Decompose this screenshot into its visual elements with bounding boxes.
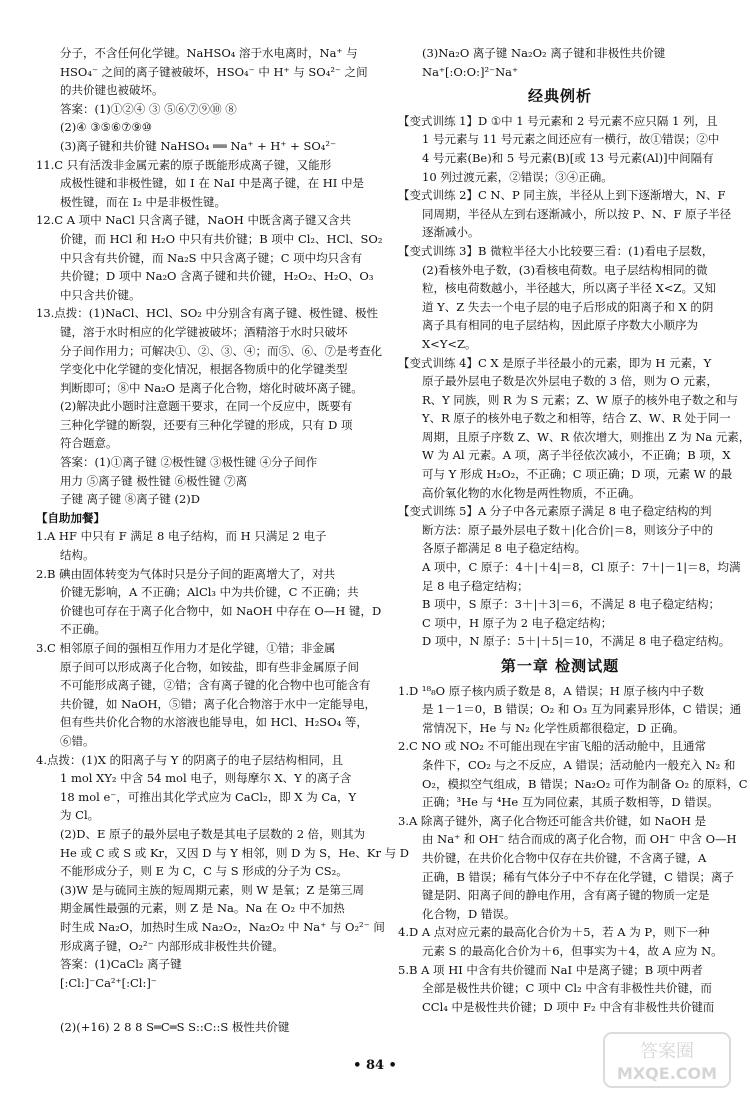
- text-line: 2.B 碘由固体转变为气体时只是分子间的距离增大了，对共: [36, 566, 336, 581]
- right-column: [398, 44, 750, 1016]
- text-line: 不可能形成离子键，②错；含有离子键的化合物中也可能含有: [60, 678, 371, 693]
- text-line: 答案：(1)①离子键 ②极性键 ③极性键 ④分子间作: [60, 455, 318, 470]
- text-line: Y、R 原子的核外电子数之和相等，结合 Z、W、R 处于同一: [422, 411, 731, 426]
- text-line: 判断即可；⑧中 Na₂O 是离子化合物，熔化时破坏离子键。: [60, 380, 363, 395]
- text-line: (2)D、E 原子的最外层电子数是其电子层数的 2 倍，则其为: [60, 826, 366, 841]
- text-line: 1 号元素与 11 号元素之间还应有一横行，故①错误；②中: [422, 132, 720, 147]
- text-line: 5.B A 项 HI 中含有共价键而 NaI 中是离子键；B 项中两者: [398, 962, 703, 977]
- text-line: 3.A 除离子键外，离子化合物还可能含共价键，如 NaOH 是: [398, 813, 707, 828]
- text-line: 【变式训练 1】D ①中 1 号元素和 2 号元素不应只隔 1 列，且: [398, 113, 718, 128]
- text-line: 足 8 电子稳定结构；: [422, 578, 529, 593]
- text-line: 形成离子键，O₂²⁻ 内部形成非极性共价键。: [60, 938, 284, 953]
- text-line: C 项中，H 原子为 2 电子稳定结构；: [422, 615, 613, 630]
- text-line: D 项中，N 原子：5＋|＋5|＝10，不满足 8 电子稳定结构。: [422, 634, 731, 649]
- text-line: Na⁺[:O:O:]²⁻Na⁺: [422, 64, 519, 79]
- text-line: 原子间可以形成离子化合物，如铵盐，即有些非金属原子间: [60, 659, 359, 674]
- text-line: 中只含有共价键，而 Na₂S 中只含离子键；C 项中均只含有: [60, 250, 363, 265]
- text-line: He 或 C 或 S 或 Kr，又因 D 与 Y 相邻，则 D 为 S，He、Kr 与 D: [60, 845, 409, 860]
- text-line: 道 Y、Z 失去一个电子层的电子后形成的阳离子和 X 的阴: [422, 299, 714, 314]
- text-line: [:Cl:]⁻Ca²⁺[:Cl:]⁻: [60, 975, 157, 990]
- text-line: 的共价键也被破坏。: [60, 83, 164, 98]
- text-line: 12.C A 项中 NaCl 只含离子键，NaOH 中既含离子键又含共: [36, 213, 351, 228]
- text-line: 条件下，CO₂ 与之不反应，A 错误；活动舱内一般充入 N₂ 和: [422, 757, 736, 772]
- section-heading: 【自助加餐】: [36, 510, 105, 525]
- text-line: 4 号元素(Be)和 5 号元素(B)[或 13 号元素(Al)]中间隔有: [422, 150, 714, 165]
- text-line: 可与 Y 形成 H₂O₂，不正确；C 项正确；D 项，元素 W 的最: [422, 467, 733, 482]
- text-line: 极性键，而在 I₂ 中是非极性键。: [60, 194, 226, 209]
- right-mid-block: [398, 112, 750, 651]
- text-line: R、Y 同族，则 R 为 S 元素；Z、W 原子的核外电子数之和与: [422, 392, 739, 407]
- text-line: [36, 992, 372, 1018]
- text-line: 时生成 Na₂O，加热时生成 Na₂O₂，Na₂O₂ 中 Na⁺ 与 O₂²⁻ 间: [60, 919, 385, 934]
- text-line: 答案：(1)①②④ ③ ⑤⑥⑦⑨⑩ ⑧: [60, 101, 237, 116]
- text-line: 断方法：原子最外层电子数＋|化合价|＝8，则该分子中的: [422, 522, 714, 537]
- text-line: 分子间作用力；可解决①、②、③、④；而⑤、⑥、⑦是考查化: [60, 343, 382, 358]
- text-line: (3)W 是与硫同主族的短周期元素，则 W 是氧；Z 是第三周: [60, 882, 365, 897]
- text-line: 1 mol XY₂ 中含 54 mol 电子，则每摩尔 X、Y 的离子含: [60, 771, 352, 786]
- text-line: 是 1－1＝0，B 错误；O₂ 和 O₃ 互为同素异形体，C 错误；通: [422, 702, 742, 717]
- text-line: 价键，而 HCl 和 H₂O 中只有共价键；B 项中 Cl₂、HCl、SO₂: [60, 231, 383, 246]
- section-title-classic-examples: 经典例析: [527, 87, 592, 106]
- text-line: 共价键；D 项中 Na₂O 含离子键和共价键，H₂O₂、H₂O、O₃: [60, 269, 374, 284]
- text-line: 价键无影响，A 不正确；AlCl₃ 中为共价键，C 不正确；共: [60, 585, 359, 600]
- text-line: 【变式训练 5】A 分子中各元素原子满足 8 电子稳定结构的判: [398, 504, 712, 519]
- text-line: CCl₄ 中是极性共价键；D 项中 F₂ 中含有非极性共价键而: [422, 999, 715, 1014]
- text-line: 三种化学键的断裂，还要有三种化学键的形成，只有 D 项: [60, 417, 353, 432]
- text-line: 2.C NO 或 NO₂ 不可能出现在宇宙飞船的活动舱中，且通常: [398, 739, 706, 754]
- text-line: 离子具有相同的电子层结构，因此原子序数大小顺序为: [422, 318, 698, 333]
- text-line: 成极性键和非极性键，如 I 在 NaI 中是离子键，在 HI 中是: [60, 176, 365, 191]
- text-line: 18 mol e⁻，可推出其化学式应为 CaCl₂，即 X 为 Ca，Y: [60, 789, 357, 804]
- text-line: 子键 离子键 ⑧离子键 (2)D: [60, 492, 200, 507]
- text-line: 【变式训练 4】C X 是原子半径最小的元素，即为 H 元素，Y: [398, 355, 712, 370]
- text-line: B 项中，S 原子：3＋|＋3|＝6，不满足 8 电子稳定结构；: [422, 597, 720, 612]
- text-line: 【变式训练 2】C N、P 同主族，半径从上到下逐渐增大，N、F: [398, 188, 726, 203]
- section-title-chapter-test: 第一章 检测试题: [500, 657, 620, 675]
- text-line: W 为 Al 元素。A 项，离子半径依次减小，不正确；B 项，X: [422, 448, 731, 463]
- text-line: 11.C 只有活泼非金属元素的原子既能形成离子键，又能形: [36, 157, 332, 172]
- text-line: 价键也可存在于离子化合物中，如 NaOH 中存在 O—H 键，D: [60, 603, 382, 618]
- watermark-logo: [602, 1031, 732, 1089]
- text-line: 符合题意。: [60, 436, 118, 451]
- text-line: X<Y<Z。: [422, 336, 477, 351]
- text-line: 元素 S 的最高化合价为＋6，但事实为＋4，故 A 应为 N。: [422, 943, 723, 958]
- text-line: A 项中，C 原子：4＋|＋4|＝8，Cl 原子：7＋|－1|＝8，均满: [422, 560, 741, 575]
- text-line: 高价氧化物的水化物是两性物质，不正确。: [422, 485, 641, 500]
- text-line: 1.A HF 中只有 F 满足 8 电子结构，而 H 只满足 2 电子: [36, 529, 327, 544]
- text-line: (2)④ ③⑤⑥⑦⑨⑩: [60, 120, 153, 135]
- text-line: 1.D ¹⁸₈O 原子核内质子数是 8，A 错误；H 原子核内中子数: [398, 683, 704, 698]
- right-bottom-block: [398, 682, 748, 1017]
- text-line: 化合物，D 错误。: [422, 906, 516, 921]
- text-line: 但有些共价化合物的水溶液也能导电，如 HCl、H₂SO₄ 等，: [60, 715, 368, 730]
- text-line: 期金属性最强的元素，则 Z 是 Na。Na 在 O₂ 中不加热: [60, 901, 345, 916]
- text-line: 逐渐减小。: [422, 225, 480, 240]
- text-line: ⑥错。: [60, 733, 95, 748]
- text-line: 结构。: [60, 548, 95, 563]
- text-line: 同周期，半径从左到右逐渐减小，所以按 P、N、F 原子半径: [422, 206, 732, 221]
- text-line: 13.点拨：(1)NaCl、HCl、SO₂ 中分别含有离子键、极性键、极性: [36, 306, 379, 321]
- text-line: O₂，模拟空气组成，B 错误；Na₂O₂ 可作为制备 O₂ 的原料，C: [422, 776, 748, 791]
- text-line: 答案：(1)CaCl₂ 离子键: [60, 957, 182, 972]
- text-line: (3)Na₂O 离子键 Na₂O₂ 离子键和非极性共价键: [422, 46, 666, 60]
- text-line: (2)(+16) 2 8 8 S═C═S S::C::S 极性共价键: [60, 1020, 290, 1035]
- watermark-text-1: 答案圈: [640, 1041, 694, 1062]
- text-line: 共价键，如 NaOH，⑤错；离子化合物溶于水中一定能导电，: [60, 696, 377, 711]
- text-line: 键是阴、阳离子间的静电作用，含有离子键的物质一定是: [422, 888, 710, 903]
- text-line: 不能形成分子，则 E 为 C，C 与 S 形成的分子为 CS₂。: [60, 864, 348, 879]
- text-line: 4.D A 点对应元素的最高化合价为＋5，若 A 为 P，则下一种: [398, 925, 710, 940]
- text-line: 由 Na⁺ 和 OH⁻ 结合而成的离子化合物，而 OH⁻ 中含 O—H: [422, 832, 737, 847]
- text-line: 学变化中化学键的变化情况，根据各物质中的化学键类型: [60, 362, 348, 377]
- text-line: 不正确。: [60, 622, 106, 637]
- text-line: 为 Cl。: [60, 808, 100, 823]
- right-top-block: [398, 44, 722, 81]
- text-line: 分子，不含任何化学键。NaHSO₄ 溶于水电离时，Na⁺ 与: [60, 46, 358, 60]
- watermark-text-2: MXQE.COM: [616, 1064, 718, 1083]
- text-line: HSO₄⁻ 之间的离子键被破坏，HSO₄⁻ 中 H⁺ 与 SO₄²⁻ 之间: [60, 64, 368, 79]
- text-line: (3)离子键和共价键 NaHSO₄ ══ Na⁺ + H⁺ + SO₄²⁻: [60, 138, 337, 153]
- text-line: (2)看核外电子数，(3)看核电荷数。电子层结构相同的微: [422, 262, 708, 277]
- text-line: 各原子都满足 8 电子稳定结构。: [422, 541, 587, 556]
- text-line: 键，溶于水时相应的化学键被破坏；酒精溶于水时只破坏: [60, 324, 348, 339]
- text-line: 共价键，在共价化合物中仅存在共价键，不含离子键，A: [422, 850, 707, 865]
- text-line: 正确；³He 与 ⁴He 互为同位素，其质子数相等，D 错误。: [422, 795, 719, 810]
- page-number: • 84 •: [353, 1058, 397, 1073]
- text-line: 10 列过渡元素，②错误；③④正确。: [422, 169, 613, 184]
- text-line: 全部是极性共价键；C 项中 Cl₂ 中含有非极性共价键，而: [422, 981, 712, 996]
- text-line: 3.C 相邻原子间的强相互作用力才是化学键，①错；非金属: [36, 641, 336, 655]
- text-line: 中只含共价键。: [60, 287, 141, 302]
- text-line: (2)解决此小题时注意题干要求，在同一个反应中，既要有: [60, 399, 353, 414]
- text-line: 正确，B 错误；稀有气体分子中不存在化学键，C 错误；离子: [422, 869, 735, 884]
- text-line: 【变式训练 3】B 微粒半径大小比较要三看：(1)看电子层数，: [398, 243, 714, 258]
- text-line: 常情况下，He 与 N₂ 化学性质都很稳定，D 正确。: [422, 720, 685, 735]
- left-column: [36, 44, 409, 1037]
- text-line: 用力 ⑤离子键 极性键 ⑥极性键 ⑦离: [60, 473, 248, 488]
- text-line: 粒，核电荷数越小，半径越大，所以离子半径 X<Z。又知: [422, 281, 716, 296]
- text-line: 周期，且原子序数 Z、W、R 依次增大，则推出 Z 为 Na 元素，: [422, 429, 750, 444]
- text-line: 原子最外层电子数是次外层电子数的 3 倍，则为 O 元素，: [422, 374, 718, 389]
- text-line: 4.点拨：(1)X 的阳离子与 Y 的阴离子的电子层结构相同，且: [36, 752, 344, 767]
